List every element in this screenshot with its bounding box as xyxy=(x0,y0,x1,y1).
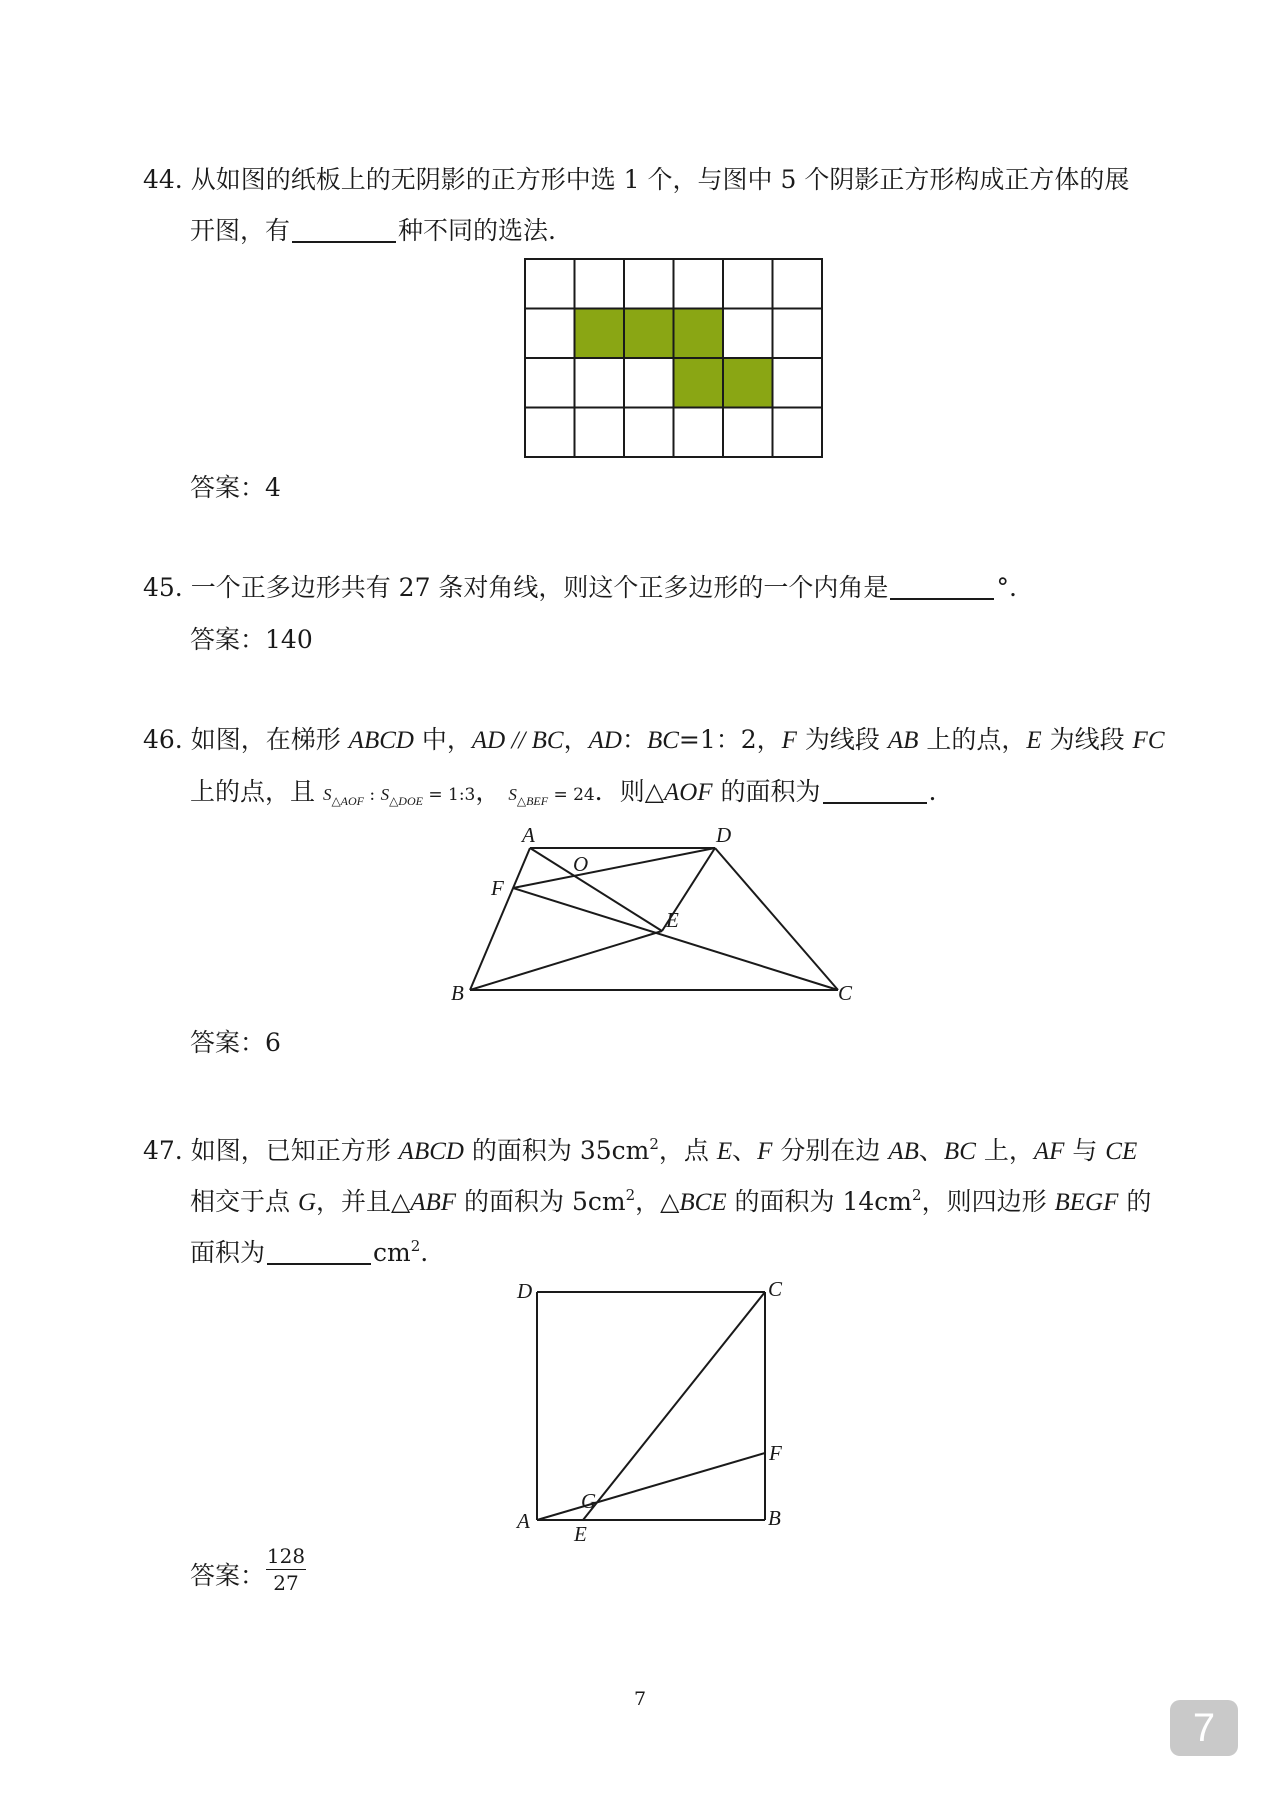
blank-square xyxy=(624,358,674,408)
q44-line1 xyxy=(143,162,1129,198)
q47-segment-AF xyxy=(537,1453,765,1520)
blank-square xyxy=(723,259,773,309)
q47-number: 47. xyxy=(143,1136,183,1165)
shaded-square xyxy=(624,309,674,359)
q46-answer-blank xyxy=(823,776,927,804)
page-badge[interactable]: 7 xyxy=(1170,1700,1238,1756)
q46-segment-FC xyxy=(513,888,838,990)
q46-segment-DC xyxy=(715,848,838,990)
shaded-square xyxy=(575,309,625,359)
q45-line1: 45. 一个正多边形共有 27 条对角线，则这个正多边形的一个内角是 °. xyxy=(143,573,1017,602)
q45-number: 45. xyxy=(143,573,183,602)
q46-answer xyxy=(190,1025,281,1061)
blank-square xyxy=(575,358,625,408)
q46-trapezoid-figure xyxy=(440,820,870,1005)
q44-number: 44. xyxy=(143,165,183,194)
blank-square xyxy=(723,408,773,458)
q45-answer xyxy=(190,622,313,658)
q44-text-line1: 从如图的纸板上的无阴影的正方形中选 1 个，与图中 5 个阴影正方形构成正方体的展 xyxy=(190,165,1130,194)
q47-label-D: D xyxy=(517,1279,533,1303)
q47-answer-label: 答案： xyxy=(190,1561,266,1590)
q47-square-figure xyxy=(510,1270,810,1546)
q46-label-C: C xyxy=(838,981,853,1005)
q47-line1: 47. 如图，已知正方形 ABCD 的面积为 $35cm^2$，点 E、F 分别在边 AB、BC 上，AF 与 CE xyxy=(143,1135,1138,1165)
q47-line2: 相交于点 G，并且△ABF 的面积为 $5cm^2$，△BCE 的面积为 $14cm^2$，则四边形 BEGF 的 xyxy=(190,1186,1152,1216)
q46-label-F: F xyxy=(491,876,504,900)
q46-segment-FD xyxy=(513,848,715,888)
q46-segment-AE xyxy=(530,848,662,931)
page-number: 7 xyxy=(633,1688,647,1710)
blank-square xyxy=(773,309,823,359)
q47-label-B: B xyxy=(768,1506,781,1530)
q46-label-O: O xyxy=(573,852,589,876)
blank-square xyxy=(525,309,575,359)
blank-square xyxy=(773,259,823,309)
q47-answer-fraction xyxy=(264,1543,308,1596)
q47-line3: 面积为 $cm^2$. xyxy=(190,1237,429,1267)
q44-line2: 开图，有 种不同的选法. xyxy=(190,216,556,245)
blank-square xyxy=(674,408,724,458)
q44-answer xyxy=(190,470,281,506)
blank-square xyxy=(575,259,625,309)
q46-answer-label: 答案： xyxy=(190,1028,266,1057)
q47-label-A: A xyxy=(517,1509,530,1533)
q47-segment-CE xyxy=(583,1292,765,1520)
q47-answer-numerator: 128 xyxy=(266,1544,306,1568)
blank-square xyxy=(525,408,575,458)
blank-square xyxy=(624,408,674,458)
blank-square xyxy=(575,408,625,458)
q45-answer-label: 答案： xyxy=(190,625,266,654)
q46-label-A: A xyxy=(522,823,535,847)
q47-label-F: F xyxy=(769,1441,782,1465)
q46-label-B: B xyxy=(451,981,464,1005)
q45-answer-value: 140 xyxy=(265,625,313,654)
q47-label-E: E xyxy=(574,1522,587,1546)
q47-label-G: G xyxy=(581,1489,597,1513)
q45-answer-blank xyxy=(890,572,994,600)
q46-label-D: D xyxy=(716,823,732,847)
q46-line1: 46. 如图，在梯形 ABCD 中，AD // BC，AD：BC=1：2，F 为线段 AB 上的点，E 为线段 FC xyxy=(143,725,1165,754)
q47-answer-blank xyxy=(267,1237,371,1265)
q44-answer-value: 4 xyxy=(265,473,281,502)
q47-label-C: C xyxy=(768,1277,783,1301)
blank-square xyxy=(624,259,674,309)
blank-square xyxy=(525,358,575,408)
blank-square xyxy=(674,259,724,309)
q46-line2: 上的点，且 $S_{\triangle AOF}$ : $S_{\triangle DOE}$ = 1:3， $S_{\triangle BEF} = 24$．则△AOF 的面积为 . xyxy=(190,777,937,808)
q44-net-grid xyxy=(524,258,824,460)
q46-segment-BE xyxy=(470,931,662,990)
blank-square xyxy=(723,309,773,359)
q46-answer-value: 6 xyxy=(265,1028,281,1057)
shaded-square xyxy=(723,358,773,408)
q44-answer-label: 答案： xyxy=(190,473,266,502)
blank-square xyxy=(773,358,823,408)
q44-answer-blank xyxy=(292,215,396,243)
shaded-square xyxy=(674,358,724,408)
q46-segment-BA xyxy=(470,848,530,990)
q46-number: 46. xyxy=(143,725,183,754)
shaded-square xyxy=(674,309,724,359)
q46-label-E: E xyxy=(666,908,679,932)
blank-square xyxy=(525,259,575,309)
blank-square xyxy=(773,408,823,458)
q47-answer-denominator: 27 xyxy=(273,1571,299,1595)
